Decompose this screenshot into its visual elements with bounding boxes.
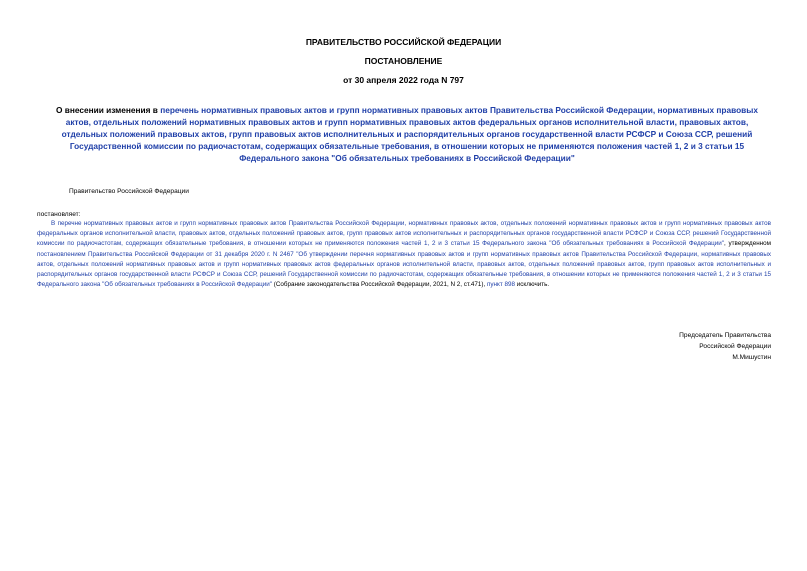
signature-org-line: Российской Федерации — [699, 343, 771, 350]
list-reference-link[interactable]: В перечне нормативных правовых актов и групп нормативных правовых актов Правительства Российской Федерации, нормативных правовых актов, отдельных положений нормативных правовых актов и групп нормативных правовых актов федеральных органов исполнительной власти, правовых актов, отдельных положений правовых актов, групп правовых актов исполнительных и распорядительных органов государственной власти РСФСР и Союза ССР, решений Государственной комиссии по радиочастотам, содержащих обязательные требования, в отношении которых не применяются положения частей 1, 2 и 3 статьи 15 Федерального закона "Об обязательных требованиях в Российской Федерации" — [37, 220, 771, 248]
document-date-number: от 30 апреля 2022 года N 797 — [343, 75, 464, 85]
resolution-paragraph — [37, 219, 771, 290]
title-prefix: О внесении изменения в — [56, 105, 161, 115]
signature-title-line: Председатель Правительства — [679, 332, 771, 339]
document-type-heading: ПОСТАНОВЛЕНИЕ — [364, 56, 443, 66]
item-898-link[interactable]: пункт 898 — [486, 281, 515, 289]
decree-reference-link[interactable]: постановлением Правительства Российской Федерации от 31 декабря 2020 г. N 2467 "Об утверждении перечня нормативных правовых актов и групп нормативных правовых актов Правительства Российской Федерации, нормативных правовых актов, отдельных положений нормативных правовых актов и групп нормативных правовых актов федеральных органов исполнительной власти, правовых актов, отдельных положений правовых актов, групп правовых актов исполнительных и распорядительных органов государственной власти РСФСР и Союза ССР, решений Государственной комиссии по радиочастотам, содержащих обязательные требования, в отношении которых не применяются положения частей 1, 2 и 3 статьи 15 Федерального закона "Об обязательных требованиях в Российской Федерации" — [37, 250, 771, 289]
paragraph-text-1: , утвержденном — [724, 240, 771, 248]
title-list-link[interactable]: перечень нормативных правовых актов и групп нормативных правовых актов Правительства Российской Федерации, нормативных правовых актов, отдельных положений нормативных правовых актов и групп нормативных правовых актов федеральных органов исполнительной власти, правовых актов, отдельных положений правовых актов, групп правовых актов исполнительных и распорядительных органов государственной власти РСФСР и Союза ССР, решений Государственной комиссии по радиочастотам, содержащих обязательные требования, в отношении которых не применяются положения частей 1, 2 и 3 статьи 15 Федерального закона "Об обязательных требованиях в Российской Федерации" — [61, 105, 758, 163]
signature-name: М.Мишустин — [732, 354, 771, 361]
decides-text: постановляет: — [37, 211, 81, 218]
paragraph-text-2: (Собрание законодательства Российской Федерации, 2021, N 2, ст.471), — [272, 281, 487, 289]
paragraph-text-3: исключить. — [514, 281, 550, 289]
government-heading: ПРАВИТЕЛЬСТВО РОССИЙСКОЙ ФЕДЕРАЦИИ — [305, 37, 502, 47]
preamble-text: Правительство Российской Федерации — [69, 188, 189, 195]
document-title — [52, 104, 762, 164]
